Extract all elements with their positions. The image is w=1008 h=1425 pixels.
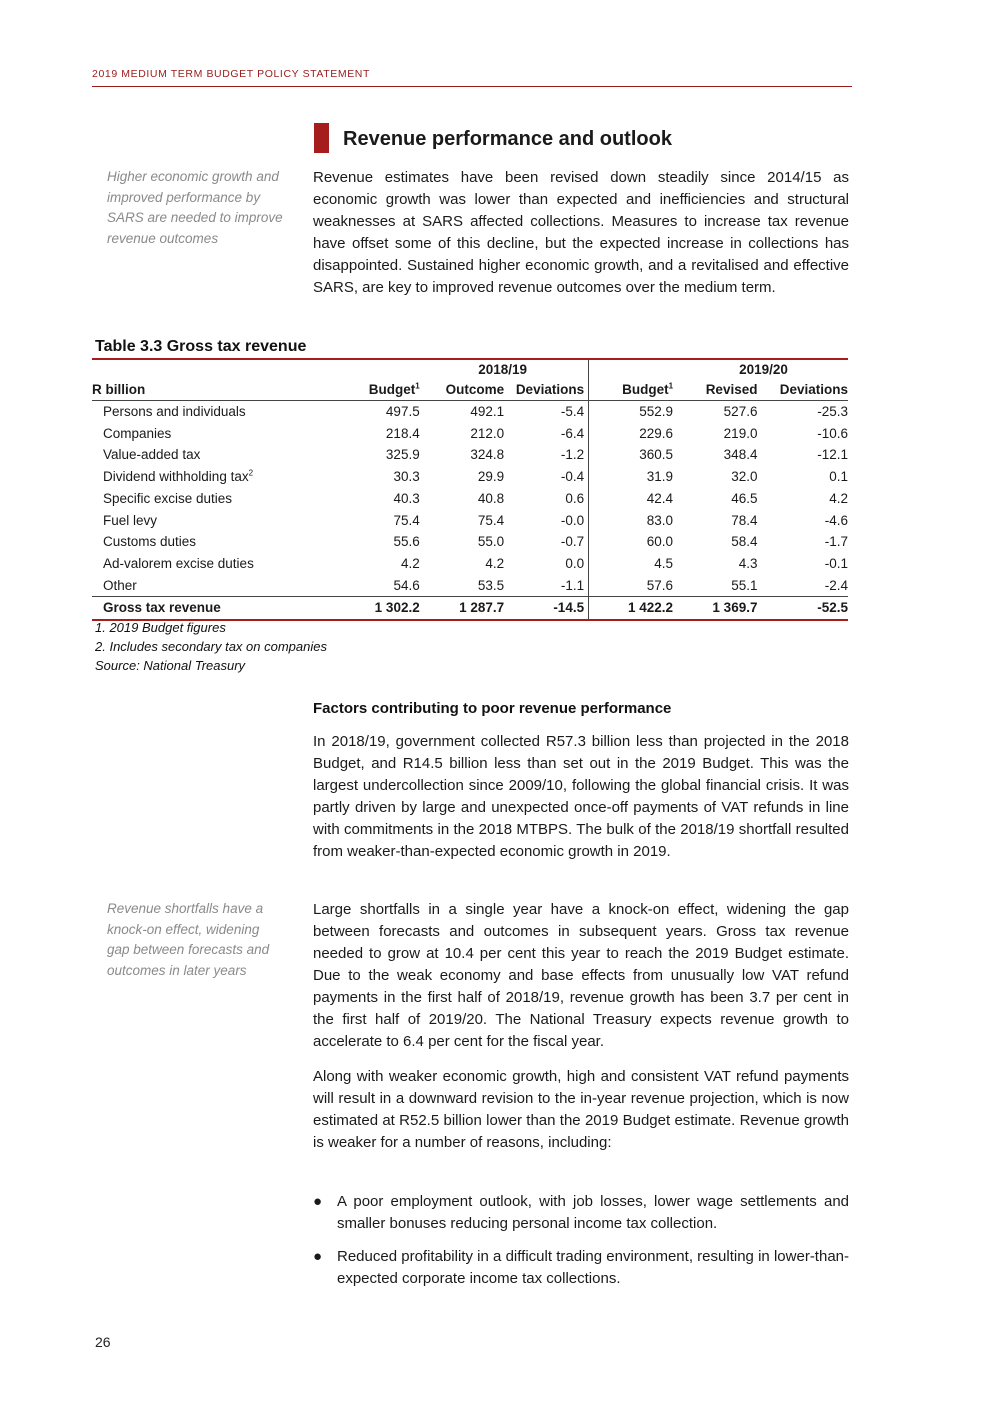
table-notes: [95, 618, 327, 675]
table-cell: -0.4: [504, 466, 588, 488]
year-header-a: 2018/19: [307, 359, 588, 379]
bullet-icon: ●: [313, 1193, 323, 1210]
table-cell: 219.0: [723, 425, 758, 441]
margin-note: Revenue shortfalls have a knock-on effect, widening gap between forecasts and outcomes in later years: [107, 901, 270, 978]
section-marker: [314, 123, 329, 153]
row-label: Persons and individuals: [103, 404, 246, 419]
table-cell: -1.2: [504, 444, 588, 466]
table-cell: -14.5: [504, 597, 588, 620]
table-cell: 1 287.7: [420, 597, 504, 620]
table-cell: 46.5: [731, 490, 758, 506]
table-cell: 492.1: [470, 404, 505, 419]
row-label: Ad-valorem excise duties: [103, 555, 254, 571]
running-header: 2019 MEDIUM TERM BUDGET POLICY STATEMENT: [92, 68, 370, 80]
table-cell: 360.5: [639, 447, 674, 463]
table-cell: 42.4: [646, 490, 674, 506]
table-cell: 348.4: [723, 447, 758, 463]
col-header: Outcome: [420, 379, 504, 401]
table-cell: -0.0: [504, 510, 588, 532]
col-header: Deviations: [504, 379, 588, 401]
table-note: 2. Includes secondary tax on companies: [95, 639, 327, 654]
tax-table: [92, 358, 848, 621]
table-cell: 53.5: [477, 577, 505, 593]
col-header: Budget$^1$: [589, 379, 673, 401]
body-paragraph: Large shortfalls in a single year have a knock-on effect, widening the gap between forecasts and outcomes in subsequent years. Gross tax revenue needed to grow at 10.4 per cent this year to reach the 2019 Budget estimate. Due to the weak economy and base effects from unusually low VAT refund payments in the first half of 2018/19, revenue growth has been 3.7 per cent in the first half of 2019/20. The National Treasury expects revenue growth to accelerate to 6.4 per cent for the fiscal year.: [313, 901, 849, 1050]
table-cell: 55.1: [731, 577, 758, 593]
row-label: Fuel levy: [103, 512, 158, 528]
table-cell: 40.3: [393, 490, 420, 506]
table-cell: -5.4: [504, 401, 588, 423]
table-title: Table 3.3 Gross tax revenue: [95, 338, 307, 355]
row-label: Companies: [103, 425, 172, 441]
table-cell: -2.4: [824, 577, 848, 593]
col-header: Revised: [673, 379, 757, 401]
table-cell: -1.1: [504, 575, 588, 597]
table-cell: -12.1: [817, 447, 848, 463]
section-title: Revenue performance and outlook: [343, 128, 672, 150]
col-header: Deviations: [757, 379, 848, 401]
table-cell: 1 302.2: [307, 597, 420, 620]
table-cell: -0.1: [824, 555, 848, 571]
table-corner: [92, 359, 307, 379]
subheading: Factors contributing to poor revenue performance: [313, 700, 672, 717]
table-cell: 4.3: [738, 555, 758, 571]
table-cell: 552.9: [639, 404, 674, 419]
bullet-item: [313, 1191, 849, 1235]
table-cell: 57.6: [646, 577, 674, 593]
col-header: Budget$^1$: [307, 379, 420, 401]
table-cell: 1 422.2: [589, 597, 673, 620]
table-row: [92, 553, 848, 575]
table-cell: 60.0: [646, 534, 674, 550]
table-cell: 83.0: [646, 512, 674, 528]
row-label: Specific excise duties: [103, 490, 233, 506]
table-row: [92, 444, 848, 466]
table-cell: 212.0: [470, 425, 505, 441]
table-cell: 497.5: [385, 404, 420, 419]
bullet-text: A poor employment outlook, with job losses, lower wage settlements and smaller bonuses reducing personal income tax collection.: [337, 1193, 849, 1232]
intro-paragraph: Revenue estimates have been revised down steadily since 2014/15 as economic growth was lower than expected and inefficiencies and structural weaknesses at SARS affected collections. Measures to increase tax revenue have offset some of this decline, but the expected increase in collections has disappointed. Sustained higher economic growth, and a revitalised and effective SARS, are key to improved revenue outcomes over the medium term.: [313, 169, 849, 296]
table-cell: 58.4: [731, 534, 758, 550]
table-cell: 75.4: [477, 512, 505, 528]
table-cell: 32.0: [731, 469, 758, 485]
table-row: [92, 531, 848, 553]
table-cell: 40.8: [477, 490, 505, 506]
table-cell: 0.1: [829, 469, 848, 485]
row-label: Value-added tax: [103, 447, 201, 463]
table-cell: 229.6: [639, 425, 674, 441]
table-cell: 4.5: [654, 555, 674, 571]
table-cell: -1.7: [824, 534, 848, 550]
table-cell: 4.2: [829, 490, 848, 506]
table-cell: 218.4: [385, 425, 420, 441]
table-cell: 29.9: [477, 469, 505, 485]
row-label: Customs duties: [103, 534, 197, 550]
table-row: [92, 401, 848, 423]
table-cell: -52.5: [757, 597, 848, 620]
table-row: [92, 488, 848, 510]
table-cell: 55.6: [393, 534, 420, 550]
table-row: [92, 466, 848, 488]
table-cell: 1 369.7: [673, 597, 757, 620]
table-cell: 0.0: [504, 553, 588, 575]
row-label: Dividend withholding tax$^2$: [103, 468, 254, 485]
header-rule: [92, 86, 852, 87]
bullet-text: Reduced profitability in a difficult trading environment, resulting in lower-than-expected corporate income tax collections.: [337, 1248, 849, 1287]
table-cell: 4.2: [485, 555, 505, 571]
table-total-row: [92, 597, 848, 620]
table-cell: 324.8: [470, 447, 505, 463]
row-label: Other: [103, 577, 137, 593]
table-cell: -6.4: [504, 423, 588, 445]
table-cell: -0.7: [504, 531, 588, 553]
bullet-icon: ●: [313, 1248, 323, 1265]
table-row: [92, 510, 848, 532]
table-cell: 0.6: [504, 488, 588, 510]
unit-label: R billion: [92, 379, 307, 401]
table-cell: 4.2: [400, 555, 420, 571]
table-cell: -25.3: [817, 404, 848, 419]
row-label: Gross tax revenue: [92, 597, 307, 620]
table-cell: -10.6: [817, 425, 848, 441]
table-cell: 55.0: [477, 534, 505, 550]
page-number: 26: [95, 1334, 111, 1350]
table-cell: 54.6: [393, 577, 420, 593]
table-cell: 75.4: [393, 512, 420, 528]
table-cell: 527.6: [723, 404, 758, 419]
body-paragraph: In 2018/19, government collected R57.3 billion less than projected in the 2018 Budget, and R14.5 billion less than set out in the 2019 Budget. This was the largest undercollection since 2009/10, following the global financial crisis. It was partly driven by large and unexpected once-off payments of VAT refunds in line with commitments in the 2018 MTBPS. The bulk of the 2018/19 shortfall resulted from weaker-than-expected economic growth in 2019.: [313, 733, 849, 860]
bullet-item: [313, 1246, 849, 1290]
body-paragraph: Along with weaker economic growth, high and consistent VAT refund payments will result in a downward revision to the in-year revenue projection, which is now estimated at R52.5 billion lower than the 2019 Budget estimate. Revenue growth is weaker for a number of reasons, including:: [313, 1068, 849, 1151]
table-row: [92, 575, 848, 597]
table-row: [92, 423, 848, 445]
margin-note: Higher economic growth and improved performance by SARS are needed to improve revenue outcomes: [107, 169, 283, 246]
table-cell: 78.4: [731, 512, 758, 528]
table-source: Source: National Treasury: [95, 658, 246, 673]
table-cell: -4.6: [824, 512, 848, 528]
table-note: 1. 2019 Budget figures: [95, 620, 226, 635]
table-cell: 325.9: [385, 447, 420, 463]
year-header-b: 2019/20: [589, 359, 848, 379]
table-cell: 30.3: [393, 469, 420, 485]
table-cell: 31.9: [646, 469, 674, 485]
